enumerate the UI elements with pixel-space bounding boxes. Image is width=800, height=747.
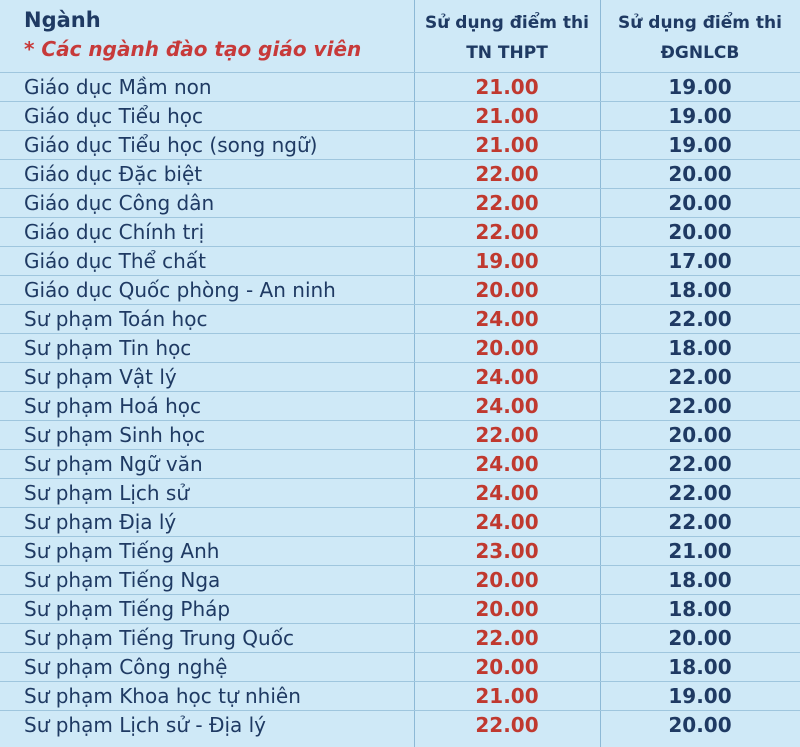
tn-thpt-score: 20.00 [475,336,539,360]
major-name: Sư phạm Địa lý [24,510,177,534]
table-row [0,333,800,362]
table-row [0,507,800,536]
major-name: Sư phạm Lịch sử [24,481,190,505]
tn-thpt-score: 19.00 [475,249,539,273]
dgnlcb-score: 20.00 [668,162,732,186]
header-dgnlcb-column [600,8,800,68]
major-name: Sư phạm Tin học [24,336,192,360]
tn-thpt-score: 20.00 [475,655,539,679]
dgnlcb-score: 19.00 [668,75,732,99]
header-major-column [24,6,361,64]
dgnlcb-score: 20.00 [668,713,732,737]
table-row [0,188,800,217]
major-name: Sư phạm Sinh học [24,423,206,447]
table-row [0,275,800,304]
table-row [0,362,800,391]
tn-thpt-score: 22.00 [475,713,539,737]
table-row [0,478,800,507]
major-name: Giáo dục Đặc biệt [24,162,203,186]
dgnlcb-score: 18.00 [668,336,732,360]
tn-thpt-score: 20.00 [475,278,539,302]
table-row [0,652,800,681]
header-tn-thpt-line1: Sử dụng điểm thi [425,13,589,33]
tn-thpt-score: 22.00 [475,191,539,215]
table-row [0,710,800,739]
table-row [0,449,800,478]
dgnlcb-score: 17.00 [668,249,732,273]
major-name: Sư phạm Công nghệ [24,655,228,679]
table-row [0,246,800,275]
table-row [0,536,800,565]
dgnlcb-score: 19.00 [668,133,732,157]
dgnlcb-score: 18.00 [668,597,732,621]
table-row [0,130,800,159]
table-header [0,0,800,72]
tn-thpt-score: 22.00 [475,626,539,650]
dgnlcb-score: 22.00 [668,481,732,505]
table-row [0,594,800,623]
major-name: Giáo dục Tiểu học (song ngữ) [24,133,318,157]
header-tn-thpt-line2: TN THPT [466,43,548,63]
major-name: Giáo dục Tiểu học [24,104,204,128]
major-name: Sư phạm Lịch sử - Địa lý [24,713,267,737]
dgnlcb-score: 18.00 [668,655,732,679]
table-row [0,159,800,188]
major-name: Sư phạm Tiếng Anh [24,539,220,563]
major-name: Giáo dục Mầm non [24,75,212,99]
header-dgnlcb-line2: ĐGNLCB [660,43,740,63]
tn-thpt-score: 20.00 [475,597,539,621]
tn-thpt-score: 23.00 [475,539,539,563]
table-row [0,565,800,594]
dgnlcb-score: 21.00 [668,539,732,563]
dgnlcb-score: 20.00 [668,220,732,244]
major-name: Giáo dục Chính trị [24,220,205,244]
tn-thpt-score: 21.00 [475,133,539,157]
table-row [0,217,800,246]
dgnlcb-score: 20.00 [668,626,732,650]
table-row [0,72,800,101]
dgnlcb-score: 22.00 [668,452,732,476]
major-name: Sư phạm Toán học [24,307,208,331]
major-name: Giáo dục Công dân [24,191,215,215]
major-name: Giáo dục Quốc phòng - An ninh [24,278,336,302]
major-name: Sư phạm Tiếng Pháp [24,597,231,621]
major-name: Giáo dục Thể chất [24,249,206,273]
dgnlcb-score: 19.00 [668,104,732,128]
major-name: Sư phạm Hoá học [24,394,201,418]
major-name: Sư phạm Ngữ văn [24,452,203,476]
tn-thpt-score: 24.00 [475,394,539,418]
dgnlcb-score: 20.00 [668,191,732,215]
dgnlcb-score: 18.00 [668,568,732,592]
tn-thpt-score: 24.00 [475,365,539,389]
dgnlcb-score: 22.00 [668,365,732,389]
tn-thpt-score: 24.00 [475,510,539,534]
dgnlcb-score: 19.00 [668,684,732,708]
tn-thpt-score: 24.00 [475,452,539,476]
table-row [0,391,800,420]
tn-thpt-score: 24.00 [475,481,539,505]
tn-thpt-score: 21.00 [475,684,539,708]
tn-thpt-score: 20.00 [475,568,539,592]
tn-thpt-score: 22.00 [475,220,539,244]
tn-thpt-score: 22.00 [475,162,539,186]
major-name: Sư phạm Tiếng Nga [24,568,221,592]
table-row [0,623,800,652]
dgnlcb-score: 22.00 [668,510,732,534]
table-row [0,681,800,710]
table-row [0,101,800,130]
tn-thpt-score: 24.00 [475,307,539,331]
major-name: Sư phạm Vật lý [24,365,177,389]
table-body [0,72,800,739]
table-row [0,304,800,333]
header-dgnlcb-line1: Sử dụng điểm thi [618,13,782,33]
tn-thpt-score: 21.00 [475,75,539,99]
tn-thpt-score: 22.00 [475,423,539,447]
header-major-subtitle: * Các ngành đào tạo giáo viên [24,37,362,61]
header-tn-thpt-column [414,8,600,68]
dgnlcb-score: 20.00 [668,423,732,447]
tn-thpt-score: 21.00 [475,104,539,128]
header-major-title: Ngành [24,8,101,32]
dgnlcb-score: 18.00 [668,278,732,302]
dgnlcb-score: 22.00 [668,307,732,331]
dgnlcb-score: 22.00 [668,394,732,418]
major-name: Sư phạm Khoa học tự nhiên [24,684,301,708]
major-name: Sư phạm Tiếng Trung Quốc [24,626,294,650]
table-row [0,420,800,449]
